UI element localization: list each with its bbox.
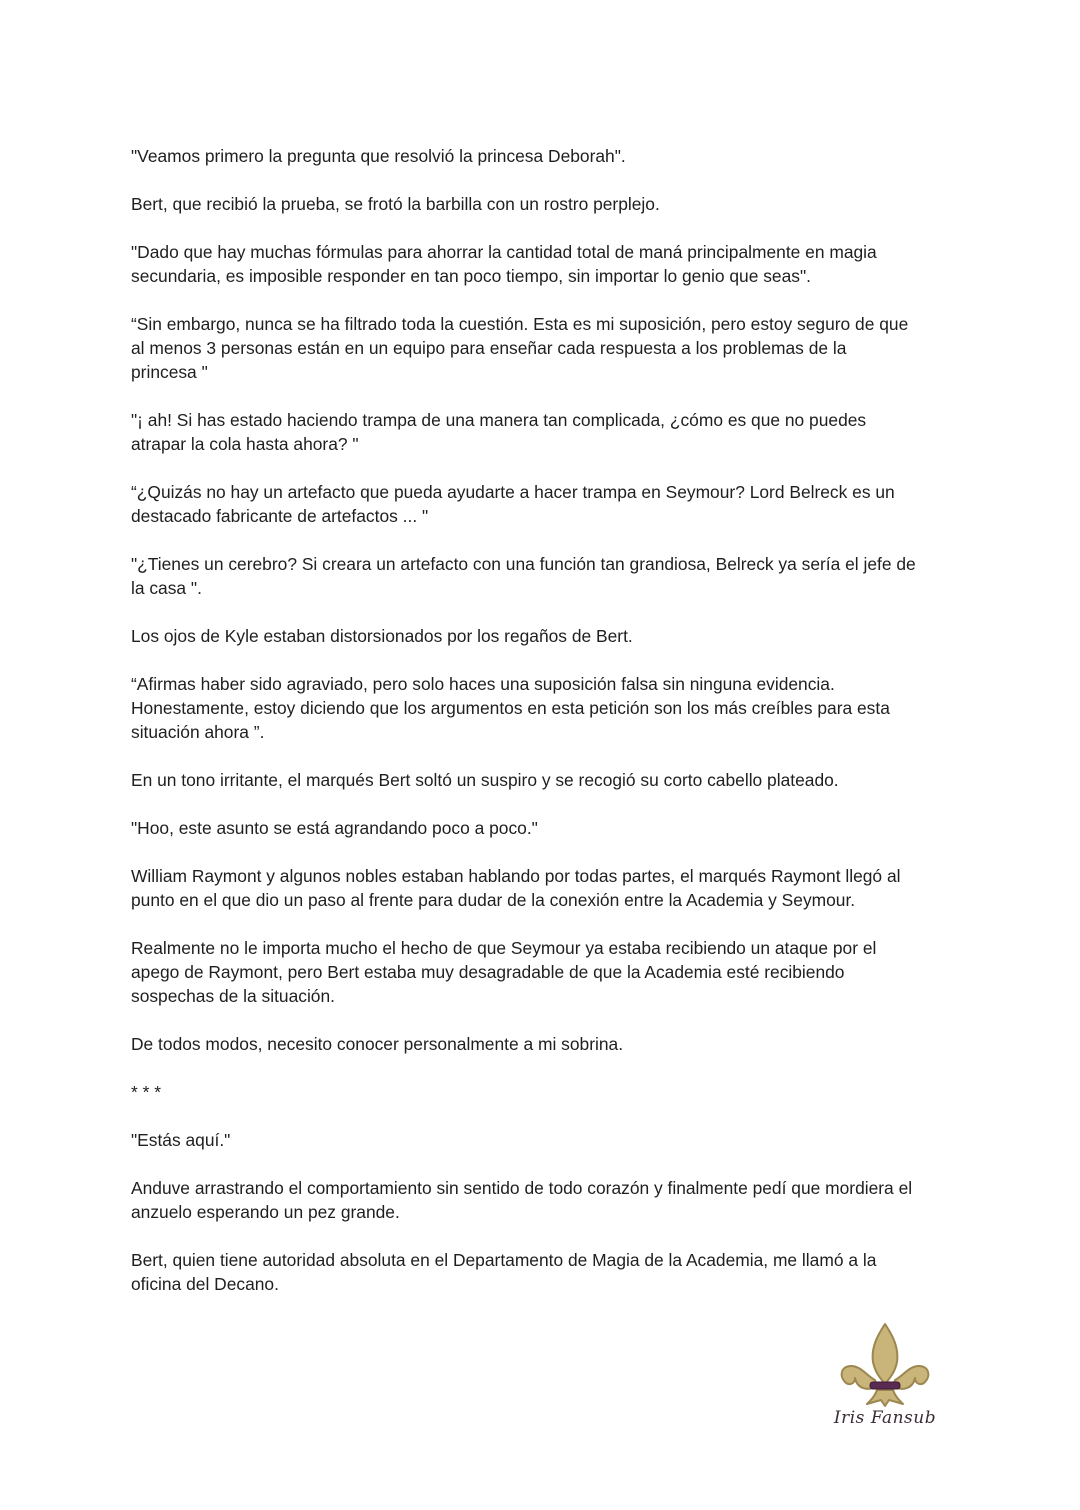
scene-break: * * * [131, 1082, 161, 1102]
paragraph: “¿Quizás no hay un artefacto que pueda ayudarte a hacer trampa en Seymour? Lord Belreck es un destacado fabricante de artefactos ... " [131, 482, 895, 526]
watermark-text: Iris Fansub [833, 1408, 937, 1428]
paragraph: Anduve arrastrando el comportamiento sin sentido de todo corazón y finalmente pedí que mordiera el anzuelo esperando un pez grande. [131, 1178, 913, 1222]
paragraph: "Estás aquí." [131, 1130, 231, 1150]
paragraph: "¡ ah! Si has estado haciendo trampa de una manera tan complicada, ¿cómo es que no puedes atrapar la cola hasta ahora? " [131, 410, 867, 454]
paragraph: "Dado que hay muchas fórmulas para ahorrar la cantidad total de maná principalmente en magia secundaria, es imposible responder en tan poco tiempo, sin importar lo genio que seas". [131, 242, 877, 286]
paragraph: Bert, que recibió la prueba, se frotó la barbilla con un rostro perplejo. [131, 194, 660, 214]
paragraph: “Afirmas haber sido agraviado, pero solo haces una suposición falsa sin ninguna evidencia. Honestamente, estoy diciendo que los argumentos en esta petición son los más creíbles para esta situación ahora ”. [131, 674, 890, 742]
paragraph: Bert, quien tiene autoridad absoluta en el Departamento de Magia de la Academia, me llamó a la oficina del Decano. [131, 1250, 877, 1294]
paragraph: William Raymont y algunos nobles estaban hablando por todas partes, el marqués Raymont llegó al punto en el que dio un paso al frente para dudar de la conexión entre la Academia y Seymour. [131, 866, 901, 910]
paragraph: Los ojos de Kyle estaban distorsionados por los regaños de Bert. [131, 626, 633, 646]
paragraph: "¿Tienes un cerebro? Si creara un artefacto con una función tan grandiosa, Belreck ya sería el jefe de la casa ". [131, 554, 916, 598]
paragraph: Realmente no le importa mucho el hecho de que Seymour ya estaba recibiendo un ataque por el apego de Raymont, pero Bert estaba muy desagradable de que la Academia esté recibiendo sospechas de la situación. [131, 938, 877, 1006]
paragraph: De todos modos, necesito conocer personalmente a mi sobrina. [131, 1034, 624, 1054]
watermark-logo [830, 1322, 940, 1434]
paragraph: "Hoo, este asunto se está agrandando poco a poco." [131, 818, 538, 838]
document-body [131, 144, 961, 1320]
paragraph: En un tono irritante, el marqués Bert soltó un suspiro y se recogió su corto cabello plateado. [131, 770, 839, 790]
fleur-de-lis-icon [837, 1322, 933, 1408]
paragraph: "Veamos primero la pregunta que resolvió la princesa Deborah". [131, 146, 626, 166]
paragraph: “Sin embargo, nunca se ha filtrado toda la cuestión. Esta es mi suposición, pero estoy seguro de que al menos 3 personas están en un equipo para enseñar cada respuesta a los problemas de la princesa " [131, 314, 909, 382]
